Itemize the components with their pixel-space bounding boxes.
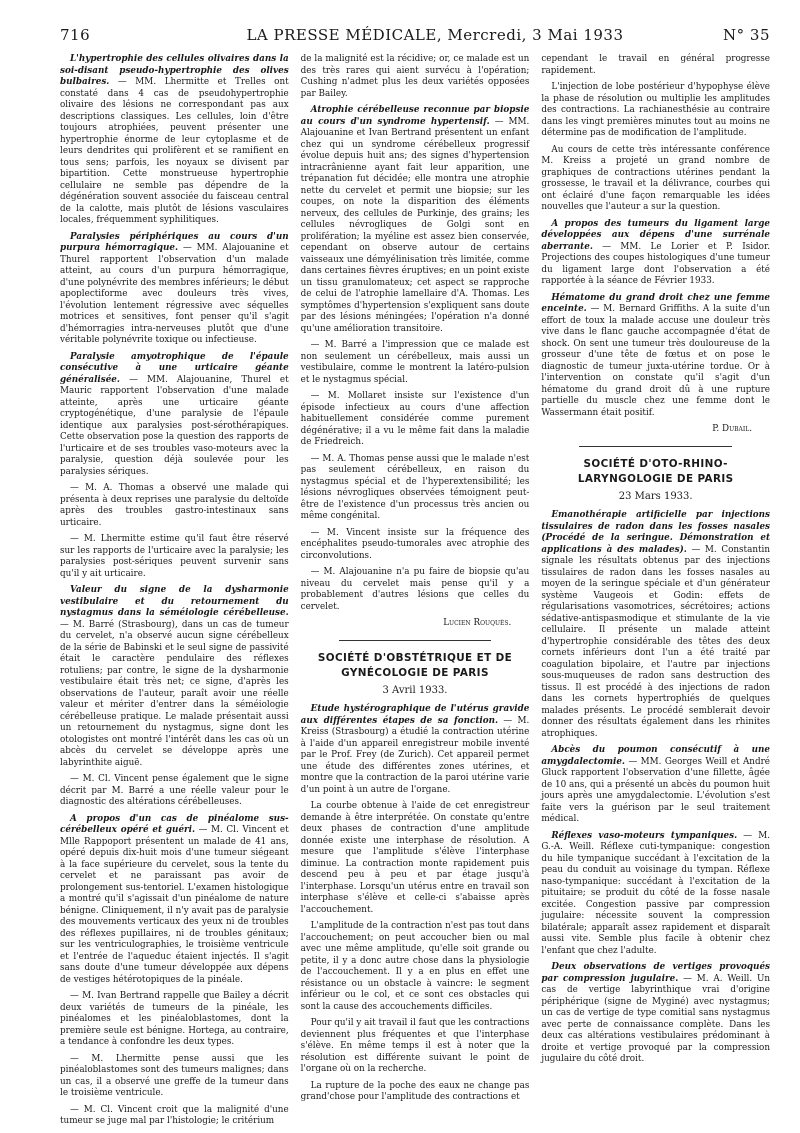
paragraph: La courbe obtenue à l'aide de cet enregistreur demande à être interprétée. On constate qu'entre deux phases de contraction d'une amplitude donnée existe une interphase de résolution. A mesure que l'amplitude s'élève l'interphase diminue. La contraction monte rapidement puis descend peu à peu et par étage jusqu'à l'interphase. Lorsqu'un utérus entre en travail son interphase s'élève et celle-ci s'abaisse après l'accouchement. (300, 801, 530, 915)
article-title: Deux observations de vertiges provoqués par compression jugulaire. (541, 962, 771, 984)
article (60, 54, 289, 227)
article-text: — MM. Lhermitte et Trelles ont constaté dans 4 cas de pseudohypertrophie olivaire des lésions ne correspondant pas aux descriptions classiques. Les cellules, loin d'être toujours atrophiées, peuvent présenter une hypertrophie énorme de leur cytoplasme et de leurs dendrites qui prolifèrent et se ramifient en tous sens; parfois, les noyaux se divisent par bipartition. Cette monstrueuse hypertrophie cellulaire ne semble pas dépendre de la dégénération souvent associée du faisceau central de la calotte, mais plutôt de lésions vasculaires locales, fréquemment syphilitiques. (60, 77, 289, 225)
article (541, 831, 770, 958)
article (60, 534, 289, 580)
article-title: A propos d'un cas de pinéalome sus-cérébelleux opéré et guéri. (60, 813, 289, 835)
paragraph: L'injection de lobe postérieur d'hypophyse élève la phase de résolution ou multiplie les amplitudes des contractions. La rachianesthésie au contraire dans les vingt premières minutes tout au moins ne détermine pas de modification de l'amplitude. (541, 82, 771, 138)
article-text: — M. Constantin signale les résultats obtenus par des injections tissulaires de radon dans les fosses nasales au moyen de la seringue spéciale et d'un générateur système Vaugeois et Godin: effets de régularisations vasomotrices, sécrétoires; actions sédative-antispasmodique et stimulante de la vie cellulaire. Il présente un malade atteint d'hypertrophie considérable des têtes des deux cornets inférieurs dont l'un a été traité par coagulation bipolaire, et l'autre par injections sous-muqueuses de radon sans destruction des tissus. Il est procédé à des injections de radon dans les cornets hypertrophiés de quelques malades présents. Le procédé semblerait devoir donner des résultats également dans les rhinites atrophiques. (541, 544, 771, 739)
article-title: Emanothérapie artificielle par injections tissulaires de radon dans les fosses nasales (Procédé de la seringue. Démonstration et applications à des malades). (541, 510, 771, 555)
page-header (60, 26, 770, 44)
article-text: — MM. Alajouanine et Thurel rapportent l'observation d'un malade atteint, au cours d'un purpura hémorragique, d'une polynévrite des membres inférieurs; le début apoplectiforme avec douleurs très vives, l'évolution lentement régressive avec séquelles motrices et sensitives, font penser qu'il s'agit d'hémorragies intra-nerveuses plutôt que d'une véritable polynévrite toxique ou infectieuse. (60, 243, 289, 345)
article (301, 704, 530, 796)
article (60, 814, 289, 987)
journal-title: LA PRESSE MÉDICALE, Mercredi, 3 Mai 1933 (246, 26, 624, 44)
society-heading: SOCIÉTÉ D'OBSTÉTRIQUE ET DE GYNÉCOLOGIE DE PARIS (317, 651, 513, 679)
article (60, 585, 289, 769)
paragraph: — M. Vincent insiste sur la fréquence des encéphalites pseudo-tumorales avec atrophie des circonvolutions. (300, 527, 530, 561)
article (60, 483, 289, 529)
article (541, 293, 770, 420)
article-title: Réflexes vaso-moteurs tympaniques. (551, 830, 738, 841)
article (60, 1105, 289, 1128)
article (60, 774, 289, 809)
article (541, 745, 770, 826)
article-title: A propos des tumeurs du ligament large développées aux dépens d'une surrénale aberrante. (541, 218, 771, 252)
article (60, 1054, 289, 1100)
society-heading: SOCIÉTÉ D'OTO-RHINO-LARYNGOLOGIE DE PARIS (577, 457, 734, 485)
article (541, 962, 770, 1066)
article-title: Atrophie cérébelleuse reconnue par biopsie au cours d'un syndrome hypertensif. (300, 105, 530, 127)
article-text: — M. Cl. Vincent pense également que le signe décrit par M. Barré a une réelle valeur pour le diagnostic des altérations cérébelleuses. (60, 774, 289, 807)
article (541, 510, 770, 740)
session-date: 3 Avril 1933. (382, 684, 448, 696)
article (60, 232, 289, 347)
article-text: — M. Cl. Vincent croit que la malignité d'une tumeur se juge mal par l'histologie; le critérium (60, 1104, 289, 1126)
article-title: Valeur du signe de la dysharmonie vestibulaire et du retournement du nystagmus dans la séméiologie cérébelleuse. (60, 585, 289, 618)
author-signature: Lucien Rouquès. (443, 618, 512, 628)
paragraph: — M. Barré a l'impression que ce malade est non seulement un cérébelleux, mais aussi un vestibulaire, comme le montrent la latéro-pulsion et le nystagmus spécial. (300, 340, 530, 385)
paragraph: L'amplitude de la contraction n'est pas tout dans l'accouchement; on peut accoucher bien ou mal avec une même amplitude, qu'elle soit grande ou petite, il y a donc autre chose dans la physiologie de l'accouchement. Il y a en plus en effet une résistance ou un obstacle à vaincre: le segment inférieur ou le col, et ce sont ces obstacles qui sont la cause des accouchements difficiles. (300, 921, 530, 1012)
divider (579, 446, 732, 447)
author-signature: P. Dubail. (712, 424, 753, 434)
article-text: — M. Lhermitte pense aussi que les pinéaloblastomes sont des tumeurs malignes; dans un cas, il a observé une greffe de la tumeur dans le troisième ventricule. (60, 1053, 289, 1098)
article-title: Etude hystérographique de l'utérus gravide aux différentes étapes de sa fonction. (300, 704, 530, 726)
article-title: L'hypertrophie des cellules olivaires dans la soi-disant pseudo-hypertrophie des olives bulbaires. (60, 54, 289, 87)
article-text: — M. G.-A. Weill. Réflexe cuti-tympanique: congestion du hile tympanique succédant à l'excitation de la peau du conduit au voisinage du tympan. Réflexe naso-tympanique: succédant à l'excitation de la pituitaire; se produit du côté de la fosse nasale excitée. Congestion passive par compression jugulaire: nécessite souvent la compression bilatérale; apparaît assez rapidement et disparaît aussi vite. Semble plus facile à obtenir chez l'enfant que chez l'adulte. (541, 830, 771, 956)
article-text: — M. Ivan Bertrand rappelle que Bailey a décrit deux variétés de tumeurs de la pinéale, les pinéalomes et les pinéaloblastomes, dont la première seule est bénigne. Hortega, au contraire, a tendance à confondre les deux types. (60, 991, 289, 1047)
article-text: — M. Kreiss (Strasbourg) a étudié la contraction utérine à l'aide d'un appareil enregistreur mobile inventé par le Prof. Frey (de Zurich). Cet appareil permet une étude des différentes zones utérines, et montre que la contraction de la paroi utérine varie d'un point à un autre de l'organe. (300, 715, 530, 795)
article-text: — MM. Alajouanine, Thurel et Mauric rapportent l'observation d'une malade atteinte, après une urticaire géante cryptogénétique, d'une paralysie de l'épaule identique aux paralysies post-sérothérapiques. Cette observation pose la question des rapports de l'urticaire et de ses troubles vaso-moteurs avec la paralysie, question déjà soulevée pour les paralysies sériques. (60, 374, 289, 477)
paragraph: Au cours de cette très intéressante conférence M. Kreiss a projeté un grand nombre de graphiques de contractions utérines pendant la grossesse, le travail et la délivrance, courbes qui ont éclairé d'une façon remarquable les idées nouvelles que l'auteur a sur la question. (541, 144, 771, 212)
article-title: Hématome du grand droit chez une femme enceinte. (541, 292, 771, 314)
columns (60, 54, 770, 1133)
column-2 (301, 54, 530, 1133)
paragraph: La rupture de la poche des eaux ne change pas grand'chose pour l'amplitude des contractions et (300, 1080, 530, 1102)
article-text: — MM. Alajouanine et Ivan Bertrand présentent un enfant chez qui un syndrome cérébelleux progressif évolue depuis huit ans; des signes d'hypertension intracrânienne ayant fait leur apparition, une trépanation fut décidée; elle montra une atrophie nette du cervelet et permit une biopsie; sur les coupes, on note la disparition des éléments nerveux, des cellules de Purkinje, des grains; les cellules névrogliques de Golgi sont en prolifération; la myéline est assez bien conservée, cependant on observe autour de certains vaisseaux une démyélinisation très limitée, comme dans certaines fièvres éruptives; en un point existe un tissu granulomateux; cet aspect se rapproche de celui de l'atrophie lamellaire d'A. Thomas. Les symptômes d'hypertension s'expliquent sans doute par des lésions méningées; l'opération n'a donné qu'une amélioration transitoire. (300, 116, 530, 334)
article-text: — M. Barré (Strasbourg), dans un cas de tumeur du cervelet, n'a observé aucun signe cérébelleux de la série de Babinski et le seul signe de passivité était le caractère pendulaire des réflexes rotuliens; par contre, le signe de la dysharmonie vestibulaire était très net; ce signe, d'après les observations de l'auteur, paraît avoir une réelle valeur et mériter d'entrer dans la séméiologie cérébelleuse pratique. Le malade présentait aussi un retournement du nystagmus, signe dont les otologistes ont montré l'intérêt dans les cas où un abcès du cervelet se développe après une labyrinthite aiguë. (60, 619, 289, 768)
article-text: — MM. Georges Weill et André Gluck rapportent l'observation d'une fillette, âgée de 10 ans, qui a présenté un abcès du poumon huit jours après une amygdalectomie. L'évolution s'est faite vers la guérison par le seul traitement médical. (541, 756, 771, 824)
article-title: Paralysies périphériques au cours d'un purpura hémorragique. (60, 231, 289, 253)
paragraph: Pour qu'il y ait travail il faut que les contractions deviennent plus fréquentes et que l'interphase s'élève. En même temps il est à noter que la résolution est différente suivant le point de l'organe où on la recherche. (300, 1018, 530, 1074)
article (301, 105, 530, 335)
article (60, 352, 289, 479)
column-1 (60, 54, 289, 1133)
article-text: — MM. Le Lorier et P. Isidor. Projections des coupes histologiques d'une tumeur du ligament large dont l'observation a été rapportée à la séance de Février 1933. (541, 241, 771, 286)
session-date: 23 Mars 1933. (618, 490, 693, 502)
article-text: — M. A. Weill. Un cas de vertige labyrinthique vrai d'origine périphérique (signe de Myginé) avec nystagmus; un cas de vertige de type comitial sans nystagmus avec perte de connaissance complète. Dans les deux cas altérations vestibulaires prédominant à droite et vertige provoqué par la compression jugulaire du côté droit. (541, 973, 771, 1064)
page-number: 716 (60, 26, 91, 44)
article-text: — M. Lhermitte estime qu'il faut être réservé sur les rapports de l'urticaire avec la paralysie; les paralysies post-sériques peuvent survenir sans qu'il y ait urticaire. (60, 534, 289, 579)
article-title: Abcès du poumon consécutif à une amygdalectomie. (541, 745, 771, 767)
column-3 (541, 54, 770, 1133)
paragraph: — M. Mollaret insiste sur l'existence d'un épisode infectieux au cours d'une affection habituellement considérée comme purement dégénérative; il a vu le même fait dans la maladie de Friedreich. (300, 391, 530, 447)
paragraph: — M. Alajouanine n'a pu faire de biopsie qu'au niveau du cervelet mais pense qu'il y a probablement d'autres lésions que celles du cervelet. (300, 567, 530, 612)
paragraph: — M. A. Thomas pense aussi que le malade n'est pas seulement cérébelleux, en raison du nystagmus spécial et de l'hyperextensibilité; les lésions névrogliques observées témoignent peut-être de l'existence d'un processus très ancien ou même congénital. (300, 453, 530, 521)
article-text: — M. A. Thomas a observé une malade qui présenta à deux reprises une paralysie du deltoïde après des troubles gastro-intestinaux sans urticaire. (60, 483, 289, 528)
article (541, 219, 770, 288)
article (60, 991, 289, 1049)
divider (339, 640, 492, 641)
issue-number: N° 35 (723, 26, 770, 44)
article-text: — M. Cl. Vincent et Mlle Rappoport présentent un malade de 41 ans, opéré depuis dix-huit mois d'une tumeur siégeant à la face supérieure du cervelet, sous la tente du cervelet et ne paraissant pas avoir de prolongement sus-tentoriel. L'examen histologique a montré qu'il s'agissait d'un pinéalome de nature bénigne. Cliniquement, il n'y avait pas de paralysie des mouvements verticaux des yeux ni de troubles des réflexes pupillaires, ni de troubles génitaux; sur les ventriculographies, le troisième ventricule et l'entrée de l'aqueduc étaient injectés. Il s'agit sans doute d'une tumeur développée aux dépens de vestiges hétérotopiques de la pinéale. (60, 825, 289, 985)
paragraph: de la malignité est la récidive; or, ce malade est un des très rares qui aient survécu à l'opération; Cushing n'admet plus les deux variétés opposées par Bailey. (300, 54, 530, 99)
article-text: — M. Bernard Griffiths. A la suite d'un effort de toux la malade accuse une douleur très vive dans le flanc gauche accompagnée d'état de shock. On sent une tumeur très douloureuse de la grosseur d'une tête de fœtus et on pose le diagnostic de tumeur juxta-utérine tordue. Or à l'intervention on constate qu'il s'agit d'un hématome du grand droit dû à une rupture partielle du muscle chez une femme dont le Wassermann était positif. (541, 304, 771, 418)
paragraph: cependant le travail en général progresse rapidement. (541, 54, 771, 76)
article-title: Paralysie amyotrophique de l'épaule consécutive à une urticaire géante généralisée. (60, 351, 289, 385)
